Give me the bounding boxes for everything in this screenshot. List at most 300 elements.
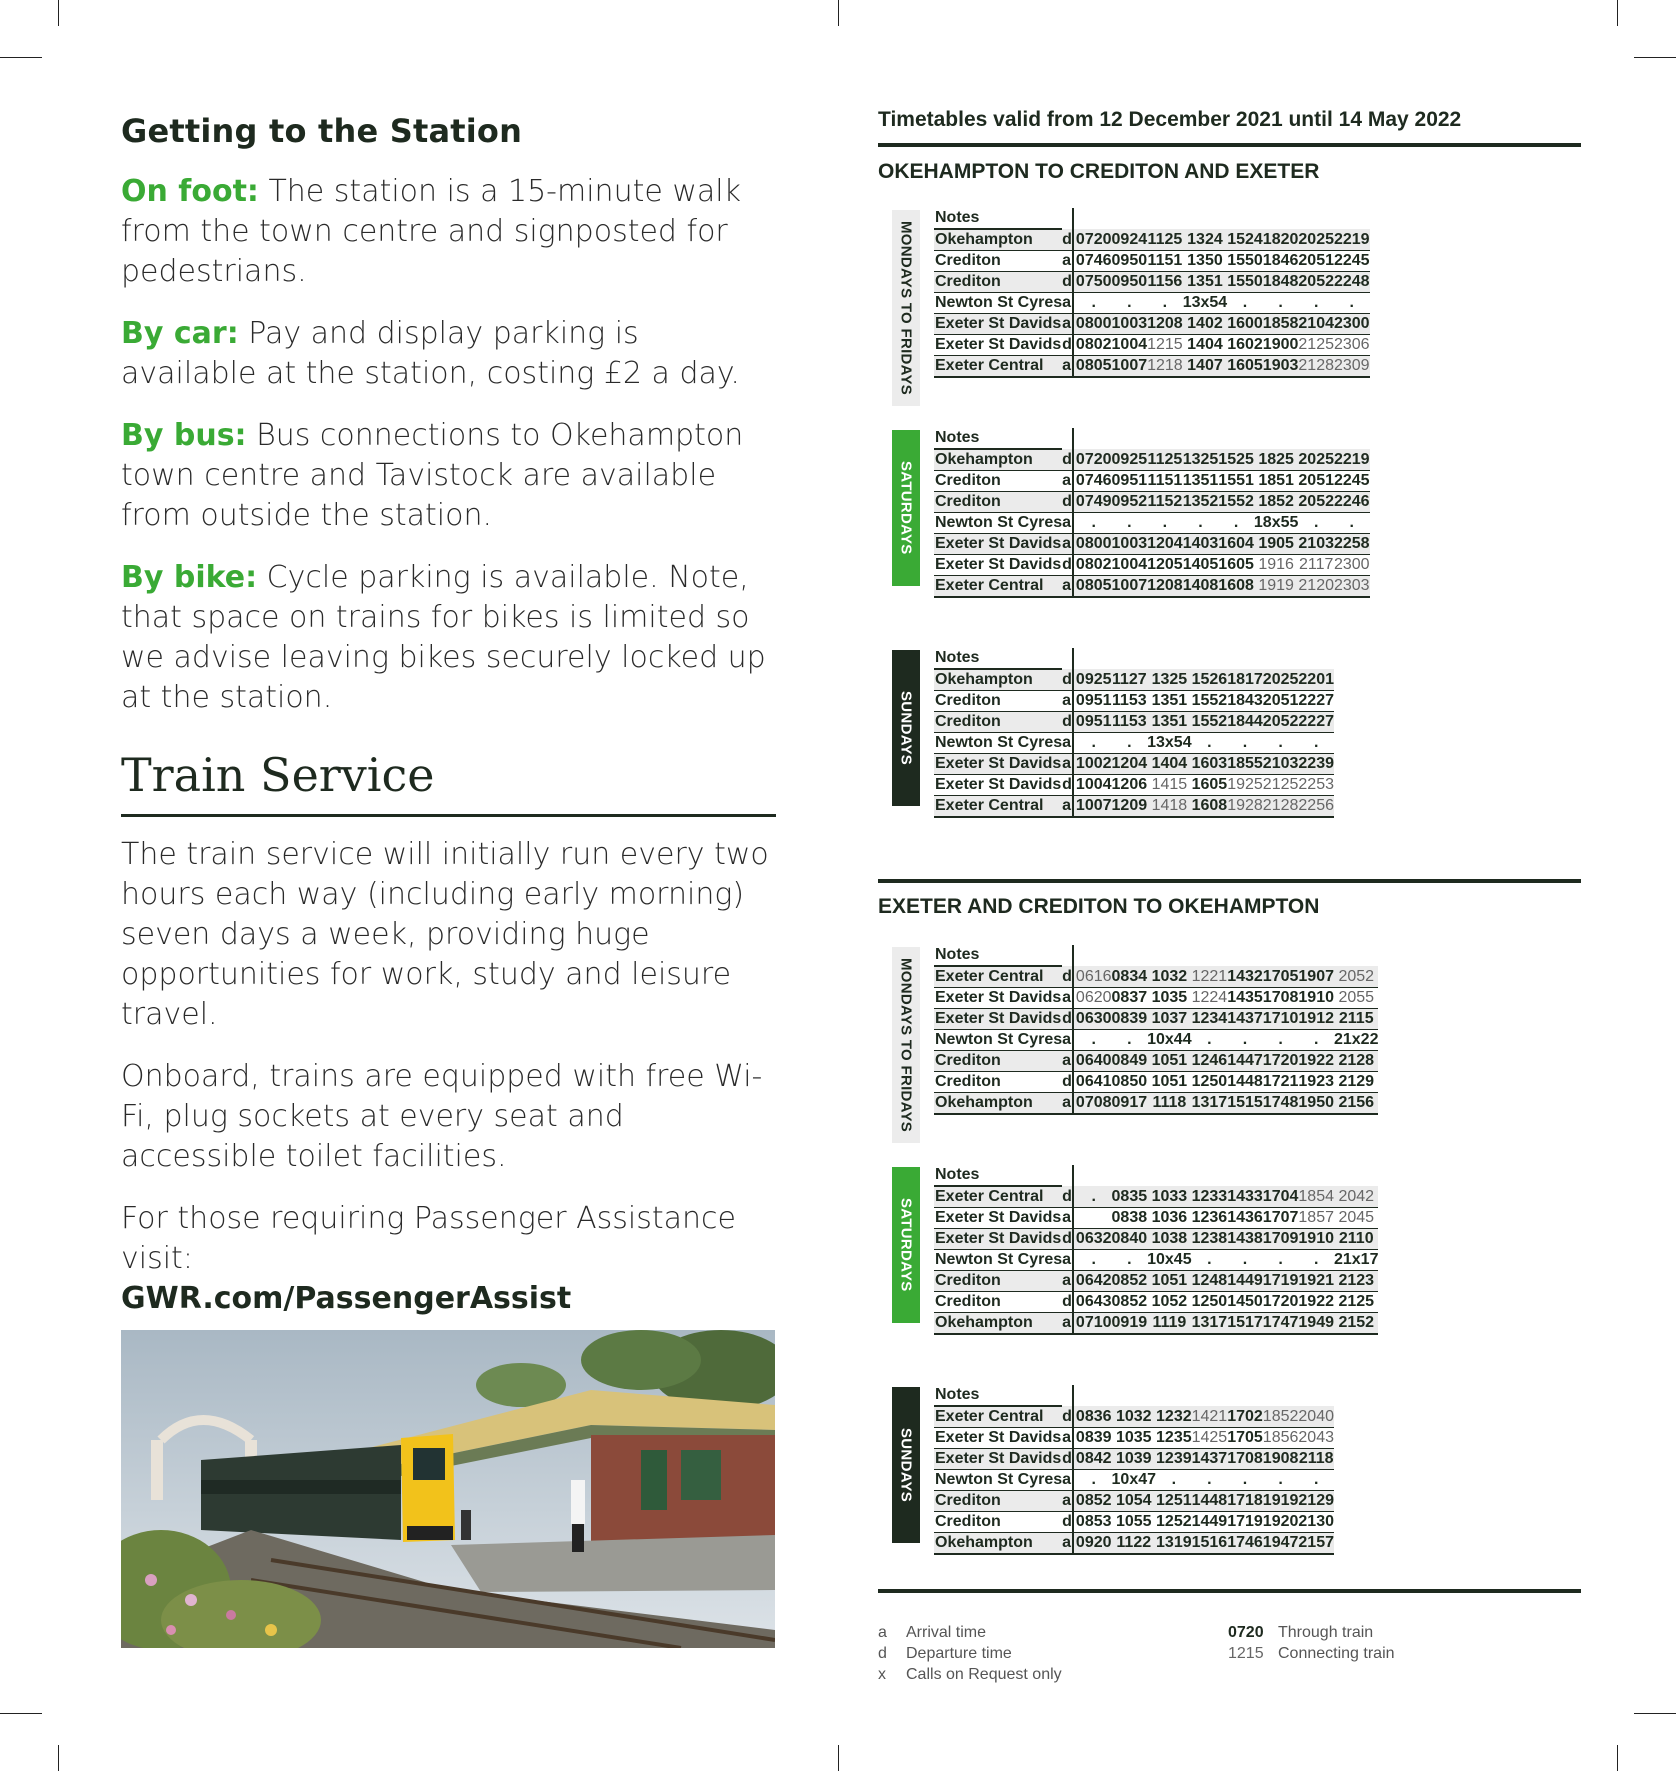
section-title-outbound: OKEHAMPTON TO CREDITON AND EXETER — [878, 160, 1320, 183]
station-name: Newton St Cyres — [934, 1470, 1062, 1491]
legend-right — [1228, 1622, 1395, 1664]
station-name: Okehampton — [934, 669, 1062, 691]
notes-cell — [1112, 1165, 1148, 1186]
through-time: . — [1073, 1186, 1112, 1208]
through-time: 1820 — [1263, 229, 1299, 251]
through-time: 1239 — [1156, 1449, 1192, 1470]
through-time: 0951 — [1112, 471, 1148, 492]
through-time: 1404 — [1147, 754, 1192, 775]
through-time: 1252 — [1156, 1512, 1192, 1533]
timetable-row — [934, 966, 1378, 988]
through-time: 2104 — [1298, 314, 1334, 335]
legend-row — [1228, 1622, 1395, 1643]
station-name: Newton St Cyres — [934, 293, 1062, 314]
arrival-departure-flag: a — [1062, 988, 1073, 1009]
station-name: Crediton — [934, 471, 1062, 492]
notes-cell — [1227, 648, 1263, 669]
through-time: 1125 — [1147, 449, 1183, 471]
notes-spacer — [1062, 1165, 1073, 1186]
through-time: 1907 — [1298, 966, 1334, 988]
through-time: 1235 — [1156, 1428, 1192, 1449]
through-time: 1054 — [1112, 1491, 1157, 1512]
through-time: . — [1073, 1250, 1112, 1271]
timetable-row — [934, 1470, 1334, 1491]
timetable-row — [934, 576, 1370, 598]
by-bus-label: By bus: — [121, 418, 247, 453]
notes-cell — [1112, 428, 1148, 449]
arrival-departure-flag: a — [1062, 1491, 1073, 1512]
through-time: 2110 — [1334, 1229, 1379, 1250]
through-time: . — [1263, 1030, 1299, 1051]
crop-mark — [1634, 57, 1676, 58]
notes-cell — [1112, 945, 1148, 966]
notes-row — [934, 208, 1370, 229]
through-time: 0802 — [1073, 335, 1112, 356]
timetable-row — [934, 1208, 1378, 1229]
arrival-departure-flag: a — [1062, 1271, 1073, 1292]
through-time: 1351 — [1147, 691, 1192, 712]
through-time: 1037 — [1147, 1009, 1192, 1030]
through-time: 21x22 — [1334, 1030, 1379, 1051]
connecting-time: 2043 — [1298, 1428, 1334, 1449]
notes-cell — [1183, 208, 1228, 229]
notes-cell — [1227, 1385, 1263, 1406]
through-time: 1517 — [1227, 1313, 1263, 1335]
through-time: . — [1147, 293, 1183, 314]
station-name: Exeter St Davids — [934, 555, 1062, 576]
through-time: 1403 — [1183, 534, 1219, 555]
through-time: 2201 — [1298, 669, 1334, 691]
timetable-row — [934, 513, 1370, 534]
arrival-departure-flag: d — [1062, 1406, 1073, 1428]
through-time: 0924 — [1112, 229, 1148, 251]
through-time: 1127 — [1112, 669, 1148, 691]
notes-cell — [1334, 208, 1370, 229]
station-name: Exeter Central — [934, 576, 1062, 598]
through-time: 0838 — [1112, 1208, 1148, 1229]
arrival-departure-flag: a — [1062, 251, 1073, 272]
timetable-row — [934, 796, 1334, 818]
through-time: 1007 — [1073, 796, 1112, 818]
station-name: Crediton — [934, 1051, 1062, 1072]
station-name: Okehampton — [934, 1533, 1062, 1555]
legend-key: d — [878, 1645, 887, 1662]
station-photo-illustration — [121, 1330, 775, 1648]
timetable-row — [934, 356, 1370, 378]
day-label-bar — [892, 650, 920, 806]
arrival-departure-flag: a — [1062, 733, 1073, 754]
station-name: Exeter St Davids — [934, 335, 1062, 356]
notes-label: Notes — [934, 428, 1062, 449]
connecting-time: 1852 — [1263, 1406, 1299, 1428]
section-rule — [878, 143, 1581, 147]
through-time: 2052 — [1298, 272, 1334, 293]
notes-spacer — [1062, 648, 1073, 669]
timetable-table — [934, 648, 1334, 818]
timetable-row — [934, 1313, 1378, 1335]
through-time: 1032 — [1147, 966, 1192, 988]
through-time: 1919 — [1263, 1491, 1299, 1512]
through-time: . — [1147, 513, 1183, 534]
on-foot-paragraph — [121, 172, 776, 292]
through-time: 1055 — [1112, 1512, 1157, 1533]
through-time: 1151 — [1147, 251, 1183, 272]
through-time: . — [1263, 293, 1299, 314]
through-time: 1033 — [1147, 1186, 1192, 1208]
connecting-time: 0620 — [1073, 988, 1112, 1009]
through-time: 1156 — [1147, 272, 1183, 293]
through-time: . — [1073, 1470, 1112, 1491]
notes-cell — [1112, 208, 1148, 229]
legend-row — [878, 1643, 1062, 1664]
legend-key: a — [878, 1624, 887, 1641]
legend-key: x — [878, 1666, 886, 1683]
through-time: . — [1192, 1030, 1228, 1051]
timetable-row — [934, 1533, 1334, 1555]
through-time: 1720 — [1263, 1051, 1299, 1072]
notes-cell — [1298, 1165, 1334, 1186]
station-name: Exeter St Davids — [934, 1229, 1062, 1250]
through-time: 2051 — [1298, 251, 1334, 272]
through-time: 1035 — [1147, 988, 1192, 1009]
notes-cell — [1263, 945, 1299, 966]
arrival-departure-flag: a — [1062, 1051, 1073, 1072]
through-time: 1524 — [1227, 229, 1263, 251]
timetable-row — [934, 314, 1370, 335]
through-time: 1950 — [1298, 1093, 1334, 1115]
station-name: Crediton — [934, 1512, 1062, 1533]
through-time: 2115 — [1334, 1009, 1379, 1030]
through-time: 1433 — [1227, 1186, 1263, 1208]
notes-cell — [1073, 945, 1112, 966]
through-time: 0853 — [1073, 1512, 1112, 1533]
notes-spacer — [1062, 208, 1073, 229]
through-time: 0919 — [1112, 1313, 1148, 1335]
timetable-row — [934, 712, 1334, 733]
arrival-departure-flag: a — [1062, 1030, 1073, 1051]
assist-paragraph — [121, 1199, 776, 1319]
connecting-train-example: 1215 — [1228, 1645, 1264, 1662]
station-name: Crediton — [934, 1491, 1062, 1512]
through-time: 2129 — [1334, 1072, 1379, 1093]
through-time: 1324 — [1183, 229, 1228, 251]
through-time: 1705 — [1263, 966, 1299, 988]
crop-mark — [1617, 0, 1618, 26]
through-time: 1605 — [1192, 775, 1228, 796]
legend-text: Arrival time — [906, 1624, 987, 1641]
timetable-table — [934, 428, 1370, 598]
through-time: 2219 — [1334, 229, 1370, 251]
timetable-row — [934, 754, 1334, 775]
onboard-paragraph: Onboard, trains are equipped with free Wi-Fi, plug sockets at every seat and accessible toilet facilities. — [121, 1059, 763, 1174]
by-bike-text: Cycle parking is available. Note, that space on trains for bikes is limited so we advise leaving bikes securely locked up at the station. — [121, 560, 766, 715]
through-time: 2103 — [1263, 754, 1299, 775]
through-time: . — [1112, 1030, 1148, 1051]
connecting-time: 2117 — [1298, 555, 1334, 576]
through-time: 1605 — [1227, 356, 1263, 378]
legend-left — [878, 1622, 1062, 1685]
arrival-departure-flag: a — [1062, 576, 1073, 598]
through-time: . — [1227, 293, 1263, 314]
connecting-time: 2055 — [1334, 988, 1379, 1009]
train-service-heading: Train Service — [121, 748, 776, 817]
timetable-row — [934, 251, 1370, 272]
through-time: 1002 — [1073, 754, 1112, 775]
through-time: 0852 — [1112, 1271, 1148, 1292]
through-time: . — [1227, 733, 1263, 754]
through-time: 1319 — [1156, 1533, 1192, 1555]
through-time: 2052 — [1263, 712, 1299, 733]
through-time: 1435 — [1227, 988, 1263, 1009]
through-time: 1317 — [1192, 1313, 1228, 1335]
station-name: Crediton — [934, 1271, 1062, 1292]
through-time: . — [1073, 733, 1112, 754]
through-time: . — [1112, 1250, 1148, 1271]
through-time: 1855 — [1227, 754, 1263, 775]
through-time: 1600 — [1227, 314, 1263, 335]
through-time: 10x47 — [1112, 1470, 1157, 1491]
through-time: 0951 — [1073, 712, 1112, 733]
station-name: Exeter St Davids — [934, 314, 1062, 335]
day-label-bar — [892, 210, 920, 406]
station-name: Exeter Central — [934, 1186, 1062, 1208]
through-time: 0805 — [1073, 576, 1112, 598]
arrival-departure-flag: a — [1062, 1313, 1073, 1335]
through-time: 0840 — [1112, 1229, 1148, 1250]
arrival-departure-flag: a — [1062, 513, 1073, 534]
assist-text: For those requiring Passenger Assistance visit: — [121, 1201, 736, 1276]
arrival-departure-flag: d — [1062, 335, 1073, 356]
through-time: . — [1298, 1250, 1334, 1271]
legend-row — [878, 1664, 1062, 1685]
connecting-time: 1928 — [1227, 796, 1263, 818]
timetable-row — [934, 555, 1370, 576]
through-time: . — [1112, 733, 1148, 754]
through-time: 0805 — [1073, 356, 1112, 378]
through-time: . — [1298, 513, 1334, 534]
through-time: 0839 — [1073, 1428, 1112, 1449]
through-time: 0920 — [1073, 1533, 1112, 1555]
through-time: 1251 — [1156, 1491, 1192, 1512]
through-time: 1407 — [1183, 356, 1228, 378]
through-time: 1525 — [1218, 449, 1254, 471]
through-time: 0802 — [1073, 555, 1112, 576]
connecting-time: 1215 — [1147, 335, 1183, 356]
through-time: 1923 — [1298, 1072, 1334, 1093]
notes-row — [934, 428, 1370, 449]
through-time: 0746 — [1073, 251, 1112, 272]
arrival-departure-flag: a — [1062, 1208, 1073, 1229]
connecting-time: 1418 — [1147, 796, 1192, 818]
through-time: 0800 — [1073, 314, 1112, 335]
timetable-row — [934, 449, 1370, 471]
through-time: 1709 — [1263, 1229, 1299, 1250]
connecting-time: 2128 — [1263, 796, 1299, 818]
through-time: 2219 — [1334, 449, 1370, 471]
through-time: 0951 — [1073, 691, 1112, 712]
through-time: 1515 — [1227, 1093, 1263, 1115]
station-name: Exeter St Davids — [934, 1208, 1062, 1229]
passenger-assist-link[interactable]: GWR.com/PassengerAssist — [121, 1281, 572, 1316]
through-time: 2128 — [1334, 1051, 1379, 1072]
timetable-table — [934, 945, 1378, 1115]
connecting-time: 1224 — [1192, 988, 1228, 1009]
through-time: 1602 — [1227, 335, 1263, 356]
station-name: Exeter St Davids — [934, 988, 1062, 1009]
through-time: 1232 — [1156, 1406, 1192, 1428]
through-time: 1947 — [1263, 1533, 1299, 1555]
through-time: 0842 — [1073, 1449, 1112, 1470]
through-time: 1921 — [1298, 1271, 1334, 1292]
notes-label: Notes — [934, 1385, 1062, 1406]
through-time: 1325 — [1183, 449, 1219, 471]
through-time: 0720 — [1073, 449, 1112, 471]
through-time: . — [1298, 1030, 1334, 1051]
by-bike-label: By bike: — [121, 560, 258, 595]
arrival-departure-flag: d — [1062, 1009, 1073, 1030]
through-time: 1903 — [1263, 356, 1299, 378]
connecting-time: 2120 — [1298, 576, 1334, 598]
through-time: . — [1192, 1250, 1228, 1271]
through-time: 1052 — [1147, 1292, 1192, 1313]
through-time: 0849 — [1112, 1051, 1148, 1072]
connecting-time: 1854 — [1298, 1186, 1334, 1208]
timetable-row — [934, 471, 1370, 492]
timetable-row — [934, 1491, 1334, 1512]
through-time: 2025 — [1298, 449, 1334, 471]
arrival-departure-flag: d — [1062, 966, 1073, 988]
through-time: 0746 — [1073, 471, 1112, 492]
through-time: 1707 — [1263, 1208, 1299, 1229]
by-bus-paragraph — [121, 416, 776, 536]
day-label-bar — [892, 1387, 920, 1543]
connecting-time: 1421 — [1192, 1406, 1228, 1428]
through-time: 1448 — [1227, 1072, 1263, 1093]
timetable-row — [934, 1250, 1378, 1271]
through-time: 1003 — [1112, 314, 1148, 335]
through-time: 1151 — [1147, 471, 1183, 492]
through-time: 1432 — [1227, 966, 1263, 988]
through-time: 1437 — [1227, 1009, 1263, 1030]
station-name: Exeter St Davids — [934, 754, 1062, 775]
notes-row — [934, 1165, 1378, 1186]
through-time: 1036 — [1147, 1208, 1192, 1229]
through-time: 1825 — [1254, 449, 1299, 471]
timetable-row — [934, 1271, 1378, 1292]
notes-cell — [1192, 945, 1228, 966]
arrival-departure-flag: d — [1062, 712, 1073, 733]
day-label-bar — [892, 947, 920, 1143]
notes-cell — [1227, 1165, 1263, 1186]
timetable-row — [934, 1030, 1378, 1051]
through-time: 1843 — [1227, 691, 1263, 712]
through-time: 1351 — [1147, 712, 1192, 733]
through-time: 1051 — [1147, 1072, 1192, 1093]
timetable-row — [934, 492, 1370, 513]
notes-spacer — [1062, 945, 1073, 966]
through-time: 1526 — [1192, 669, 1228, 691]
through-time: 1209 — [1112, 796, 1148, 818]
station-name: Exeter St Davids — [934, 775, 1062, 796]
through-time: 1817 — [1227, 669, 1263, 691]
station-name: Exeter Central — [934, 966, 1062, 988]
notes-cell — [1156, 1385, 1192, 1406]
through-time: 1438 — [1227, 1229, 1263, 1250]
through-time — [1073, 1208, 1112, 1229]
timetable-row — [934, 272, 1370, 293]
through-time: 0950 — [1112, 272, 1148, 293]
station-info-column — [121, 112, 776, 1341]
connecting-time: 2256 — [1298, 796, 1334, 818]
through-time: 1844 — [1227, 712, 1263, 733]
timetable-row — [934, 1093, 1378, 1115]
through-time: 1153 — [1112, 691, 1148, 712]
through-time: 2245 — [1334, 471, 1370, 492]
arrival-departure-flag: a — [1062, 796, 1073, 818]
through-time: 1004 — [1112, 555, 1148, 576]
timetable-row — [934, 1292, 1378, 1313]
connecting-time: 1925 — [1227, 775, 1263, 796]
through-time: 1848 — [1263, 272, 1299, 293]
through-time: 1317 — [1192, 1093, 1228, 1115]
through-time: 0720 — [1073, 229, 1112, 251]
through-time: 13x54 — [1183, 293, 1228, 314]
timetable-row — [934, 1009, 1378, 1030]
through-time: 1234 — [1192, 1009, 1228, 1030]
timetable-table — [934, 1385, 1334, 1555]
through-time: 0641 — [1073, 1072, 1112, 1093]
arrival-departure-flag: a — [1062, 534, 1073, 555]
connecting-time: 2128 — [1298, 356, 1334, 378]
on-foot-label: On foot: — [121, 174, 259, 209]
through-time: 0952 — [1112, 492, 1148, 513]
notes-cell — [1334, 1165, 1379, 1186]
notes-cell — [1073, 1385, 1112, 1406]
notes-cell — [1218, 428, 1254, 449]
through-time: 1250 — [1192, 1292, 1228, 1313]
arrival-departure-flag: a — [1062, 471, 1073, 492]
through-time: 0835 — [1112, 1186, 1148, 1208]
through-time: . — [1298, 1470, 1334, 1491]
station-name: Exeter St Davids — [934, 534, 1062, 555]
through-time: 2152 — [1334, 1313, 1379, 1335]
notes-cell — [1192, 1385, 1228, 1406]
station-name: Exeter St Davids — [934, 1009, 1062, 1030]
crop-mark — [0, 57, 42, 58]
arrival-departure-flag: d — [1062, 669, 1073, 691]
arrival-departure-flag: d — [1062, 1512, 1073, 1533]
notes-cell — [1073, 1165, 1112, 1186]
through-time: 10x44 — [1147, 1030, 1192, 1051]
through-time: 2227 — [1298, 691, 1334, 712]
by-car-paragraph — [121, 314, 776, 394]
notes-cell — [1073, 648, 1112, 669]
arrival-departure-flag: d — [1062, 775, 1073, 796]
through-time: 1350 — [1183, 251, 1228, 272]
through-time: 1038 — [1147, 1229, 1192, 1250]
through-time: 18x55 — [1254, 513, 1299, 534]
through-time: 1051 — [1147, 1051, 1192, 1072]
day-label: MONDAYS TO FRIDAYS — [897, 957, 915, 1133]
through-time: 1404 — [1183, 335, 1228, 356]
connecting-time: 2040 — [1298, 1406, 1334, 1428]
day-label: SUNDAYS — [897, 1427, 915, 1503]
crop-mark — [1634, 1713, 1676, 1714]
through-time: 1035 — [1112, 1428, 1157, 1449]
station-name: Crediton — [934, 712, 1062, 733]
through-time: 1949 — [1298, 1313, 1334, 1335]
legend-row — [878, 1622, 1062, 1643]
